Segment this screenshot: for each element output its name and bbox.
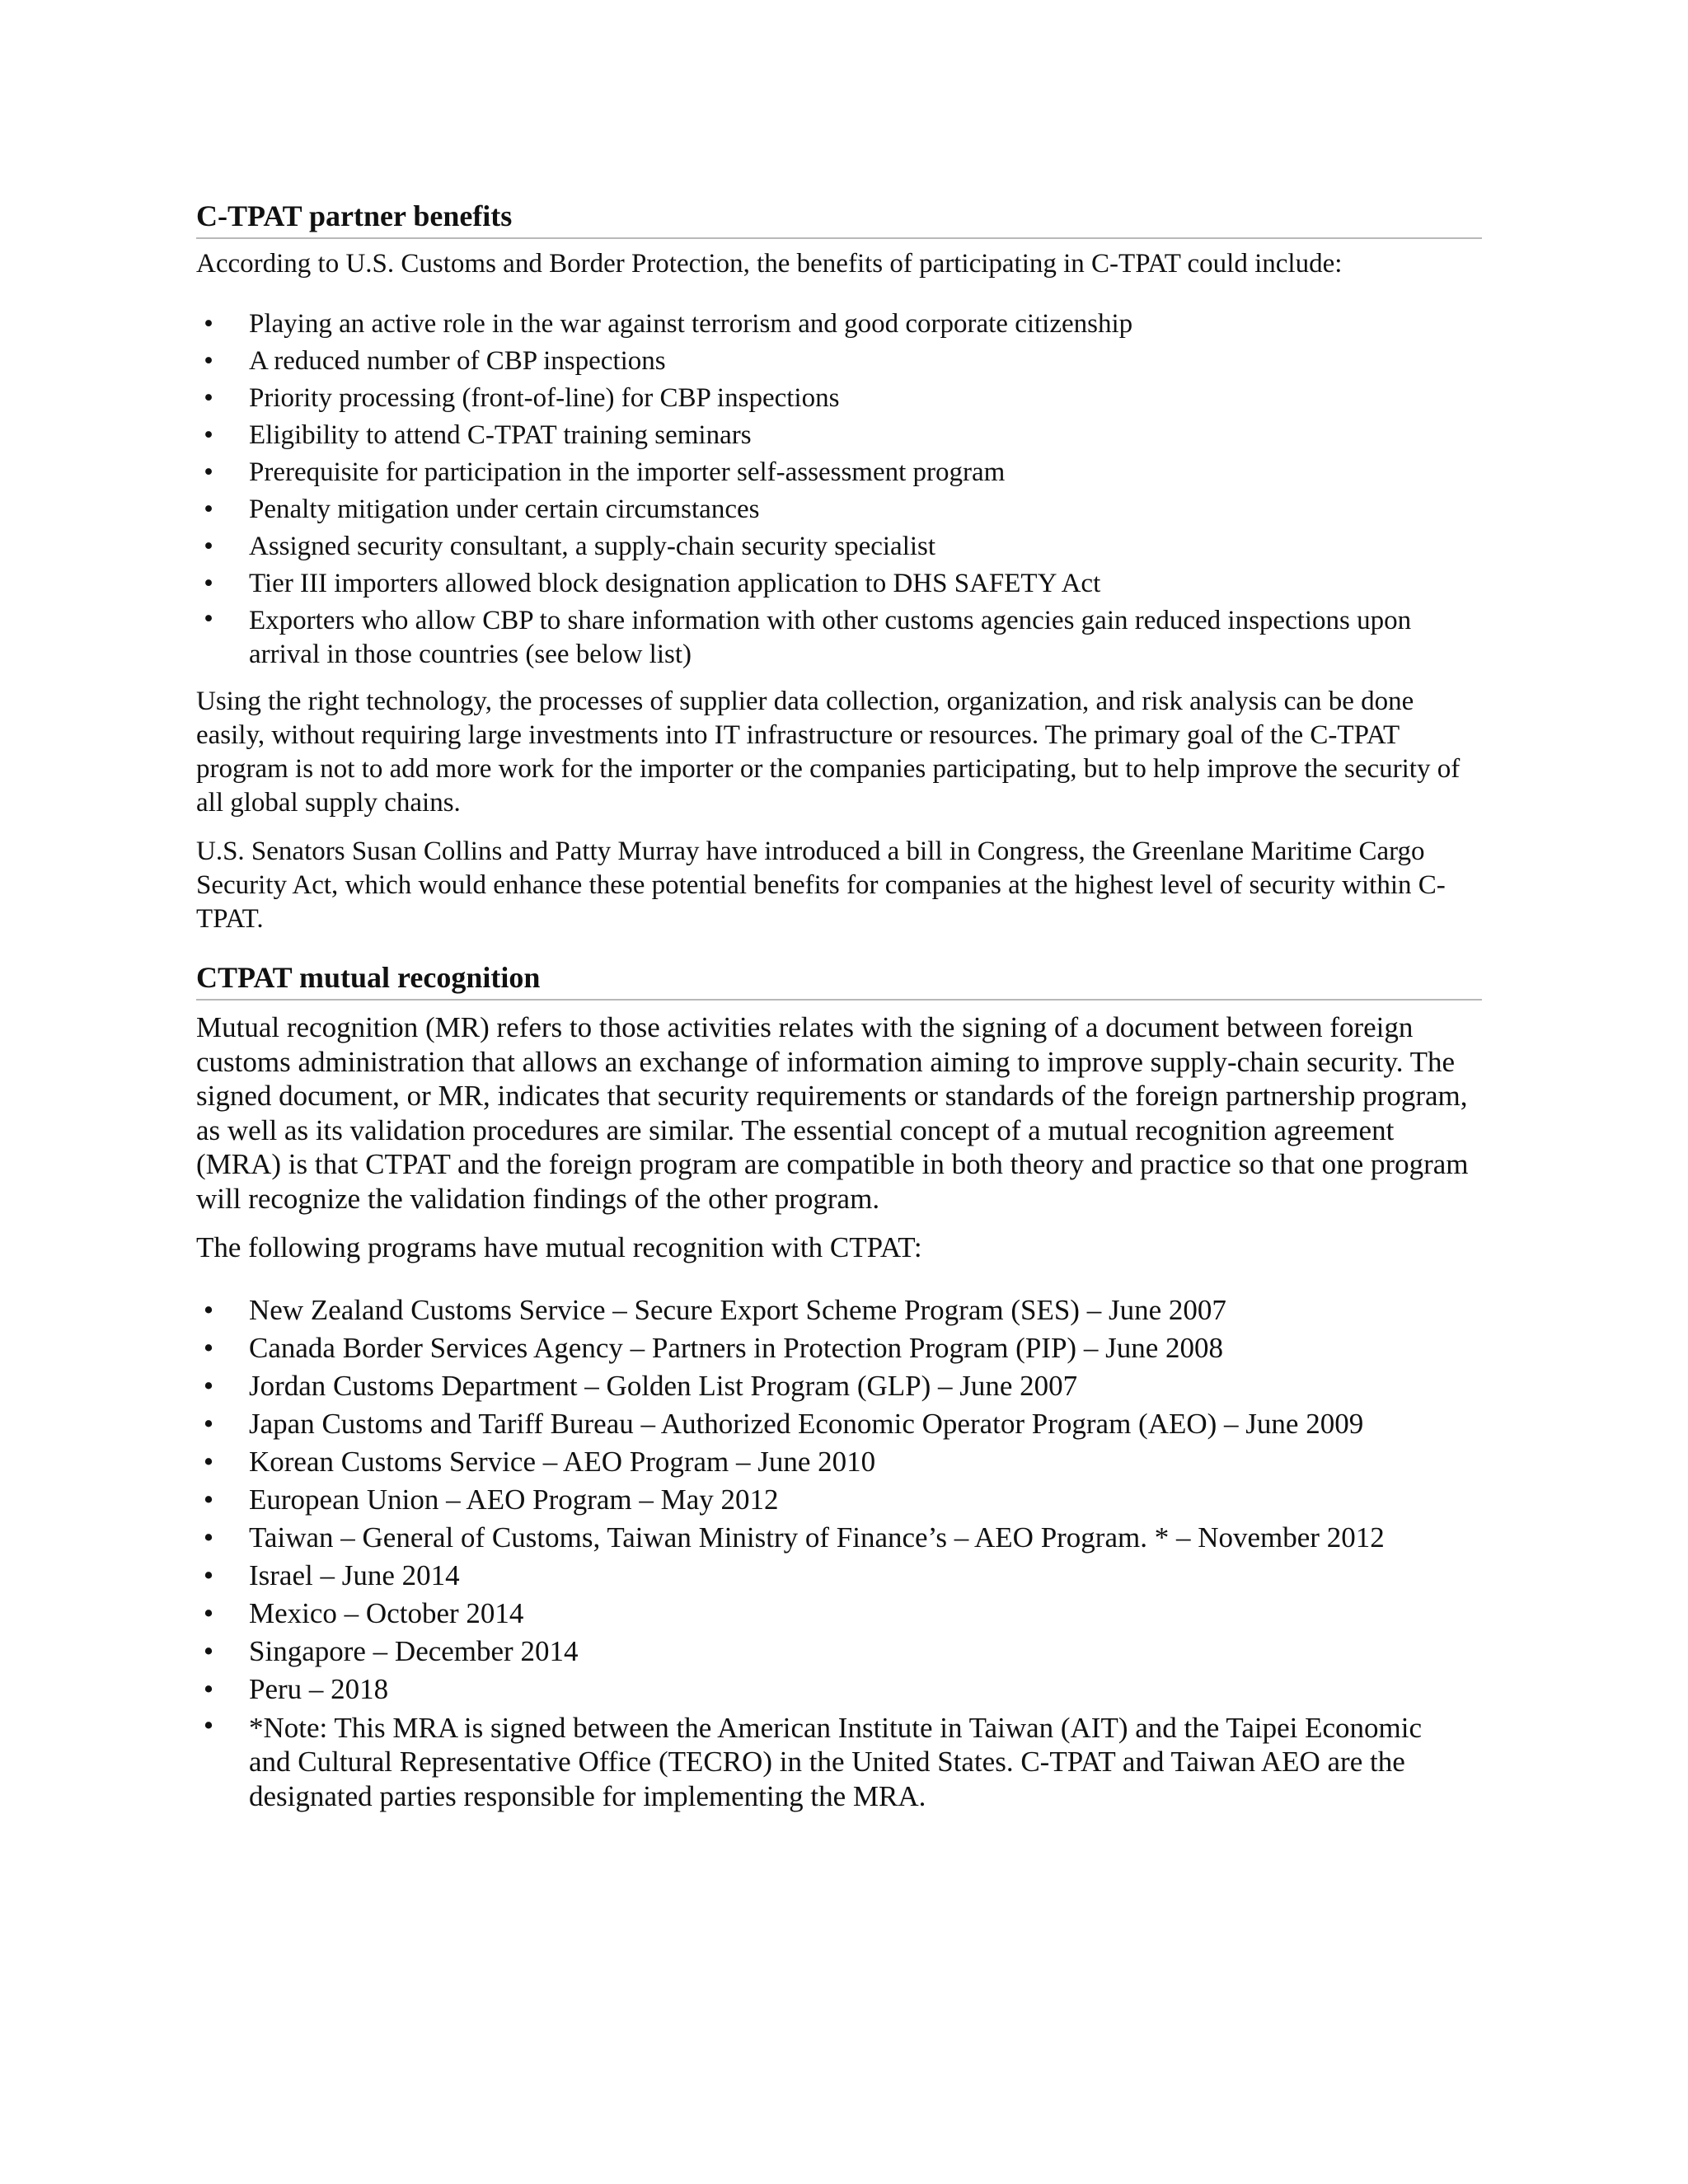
list-item: • European Union – AEO Program – May 2012: [196, 1481, 1482, 1519]
bullet-icon: •: [203, 1634, 214, 1667]
bullet-icon: •: [204, 569, 213, 598]
benefits-senators-paragraph: U.S. Senators Susan Collins and Patty Murray have introduced a bill in Congress, the Greenlane Maritime Cargo Security Act, which would enhance these potential benefits for companies at the highest level of security within C-TPAT.: [196, 837, 1446, 934]
list-item: • Playing an active role in the war against terrorism and good corporate citizenship: [196, 306, 1482, 343]
list-item: • Jordan Customs Department – Golden List Program (GLP) – June 2007: [196, 1367, 1482, 1405]
list-item: • Korean Customs Service – AEO Program – June 2010: [196, 1443, 1482, 1481]
bullet-icon: •: [203, 1293, 214, 1326]
list-item: • Assigned security consultant, a supply-chain security specialist: [196, 528, 1482, 565]
bullet-icon: •: [204, 494, 213, 524]
list-item: • A reduced number of CBP inspections: [196, 343, 1482, 380]
benefits-list: [196, 306, 1482, 672]
bullet-icon: •: [203, 1369, 214, 1402]
list-item: • Priority processing (front-of-line) for CBP inspections: [196, 380, 1482, 417]
list-item: • Exporters who allow CBP to share information with other customs agencies gain reduced inspections upon arrival in those countries (see below list): [196, 602, 1482, 672]
list-item: • Canada Border Services Agency – Partners in Protection Program (PIP) – June 2008: [196, 1329, 1482, 1367]
section-heading-mutual-recognition: CTPAT mutual recognition: [196, 959, 1482, 1001]
bullet-icon: •: [204, 346, 213, 376]
bullet-icon: •: [203, 1521, 214, 1554]
list-item: • Eligibility to attend C-TPAT training seminars: [196, 417, 1482, 454]
bullet-icon: •: [204, 420, 213, 450]
list-item: • Taiwan – General of Customs, Taiwan Ministry of Finance’s – AEO Program. * – November 2012: [196, 1519, 1482, 1557]
list-item: • Mexico – October 2014: [196, 1595, 1482, 1633]
bullet-icon: •: [203, 1558, 214, 1591]
section-heading-benefits: C-TPAT partner benefits: [196, 198, 1482, 239]
benefits-intro: According to U.S. Customs and Border Protection, the benefits of participating in C-TPAT could include:: [196, 249, 1343, 279]
document-page: [196, 198, 1482, 1813]
list-item: • *Note: This MRA is signed between the American Institute in Taiwan (AIT) and the Taipei Economic and Cultural Representative Office (TECRO) in the United States. C-TPAT and Taiwan AEO are the designated parties responsible for implementing the MRA.: [196, 1708, 1482, 1814]
list-item: • Israel – June 2014: [196, 1557, 1482, 1595]
benefits-technology-paragraph: Using the right technology, the processes of supplier data collection, organization, and risk analysis can be done easily, without requiring large investments into IT infrastructure or resources. The primary goal of the C-TPAT program is not to add more work for the importer or the companies participating, but to help improve the security of all global supply chains.: [196, 687, 1461, 818]
bullet-icon: •: [203, 1483, 214, 1516]
mutual-recognition-programs-intro: The following programs have mutual recognition with CTPAT:: [196, 1231, 922, 1263]
bullet-icon: •: [204, 604, 213, 634]
list-item: • Japan Customs and Tariff Bureau – Authorized Economic Operator Program (AEO) – June 2009: [196, 1405, 1482, 1443]
bullet-icon: •: [203, 1672, 214, 1705]
list-item: • Penalty mitigation under certain circumstances: [196, 491, 1482, 528]
mutual-recognition-paragraph: Mutual recognition (MR) refers to those activities relates with the signing of a document between foreign customs administration that allows an exchange of information aiming to improve supply-chain security. The signed document, or MR, indicates that security requirements or standards of the foreign partnership program, as well as its validation procedures are similar. The essential concept of a mutual recognition agreement (MRA) is that CTPAT and the foreign program are compatible in both theory and practice so that one program will recognize the validation findings of the other program.: [196, 1011, 1469, 1215]
list-item: • Singapore – December 2014: [196, 1633, 1482, 1671]
bullet-icon: •: [203, 1708, 214, 1741]
bullet-icon: •: [203, 1596, 214, 1629]
list-item: • Peru – 2018: [196, 1671, 1482, 1708]
list-item: • Prerequisite for participation in the importer self-assessment program: [196, 454, 1482, 491]
bullet-icon: •: [203, 1407, 214, 1440]
bullet-icon: •: [204, 532, 213, 561]
bullet-icon: •: [203, 1331, 214, 1364]
bullet-icon: •: [203, 1445, 214, 1478]
bullet-icon: •: [204, 457, 213, 487]
bullet-icon: •: [204, 383, 213, 413]
bullet-icon: •: [204, 309, 213, 339]
list-item: • New Zealand Customs Service – Secure Export Scheme Program (SES) – June 2007: [196, 1291, 1482, 1329]
mutual-recognition-list: [196, 1291, 1482, 1814]
list-item: • Tier III importers allowed block designation application to DHS SAFETY Act: [196, 565, 1482, 602]
